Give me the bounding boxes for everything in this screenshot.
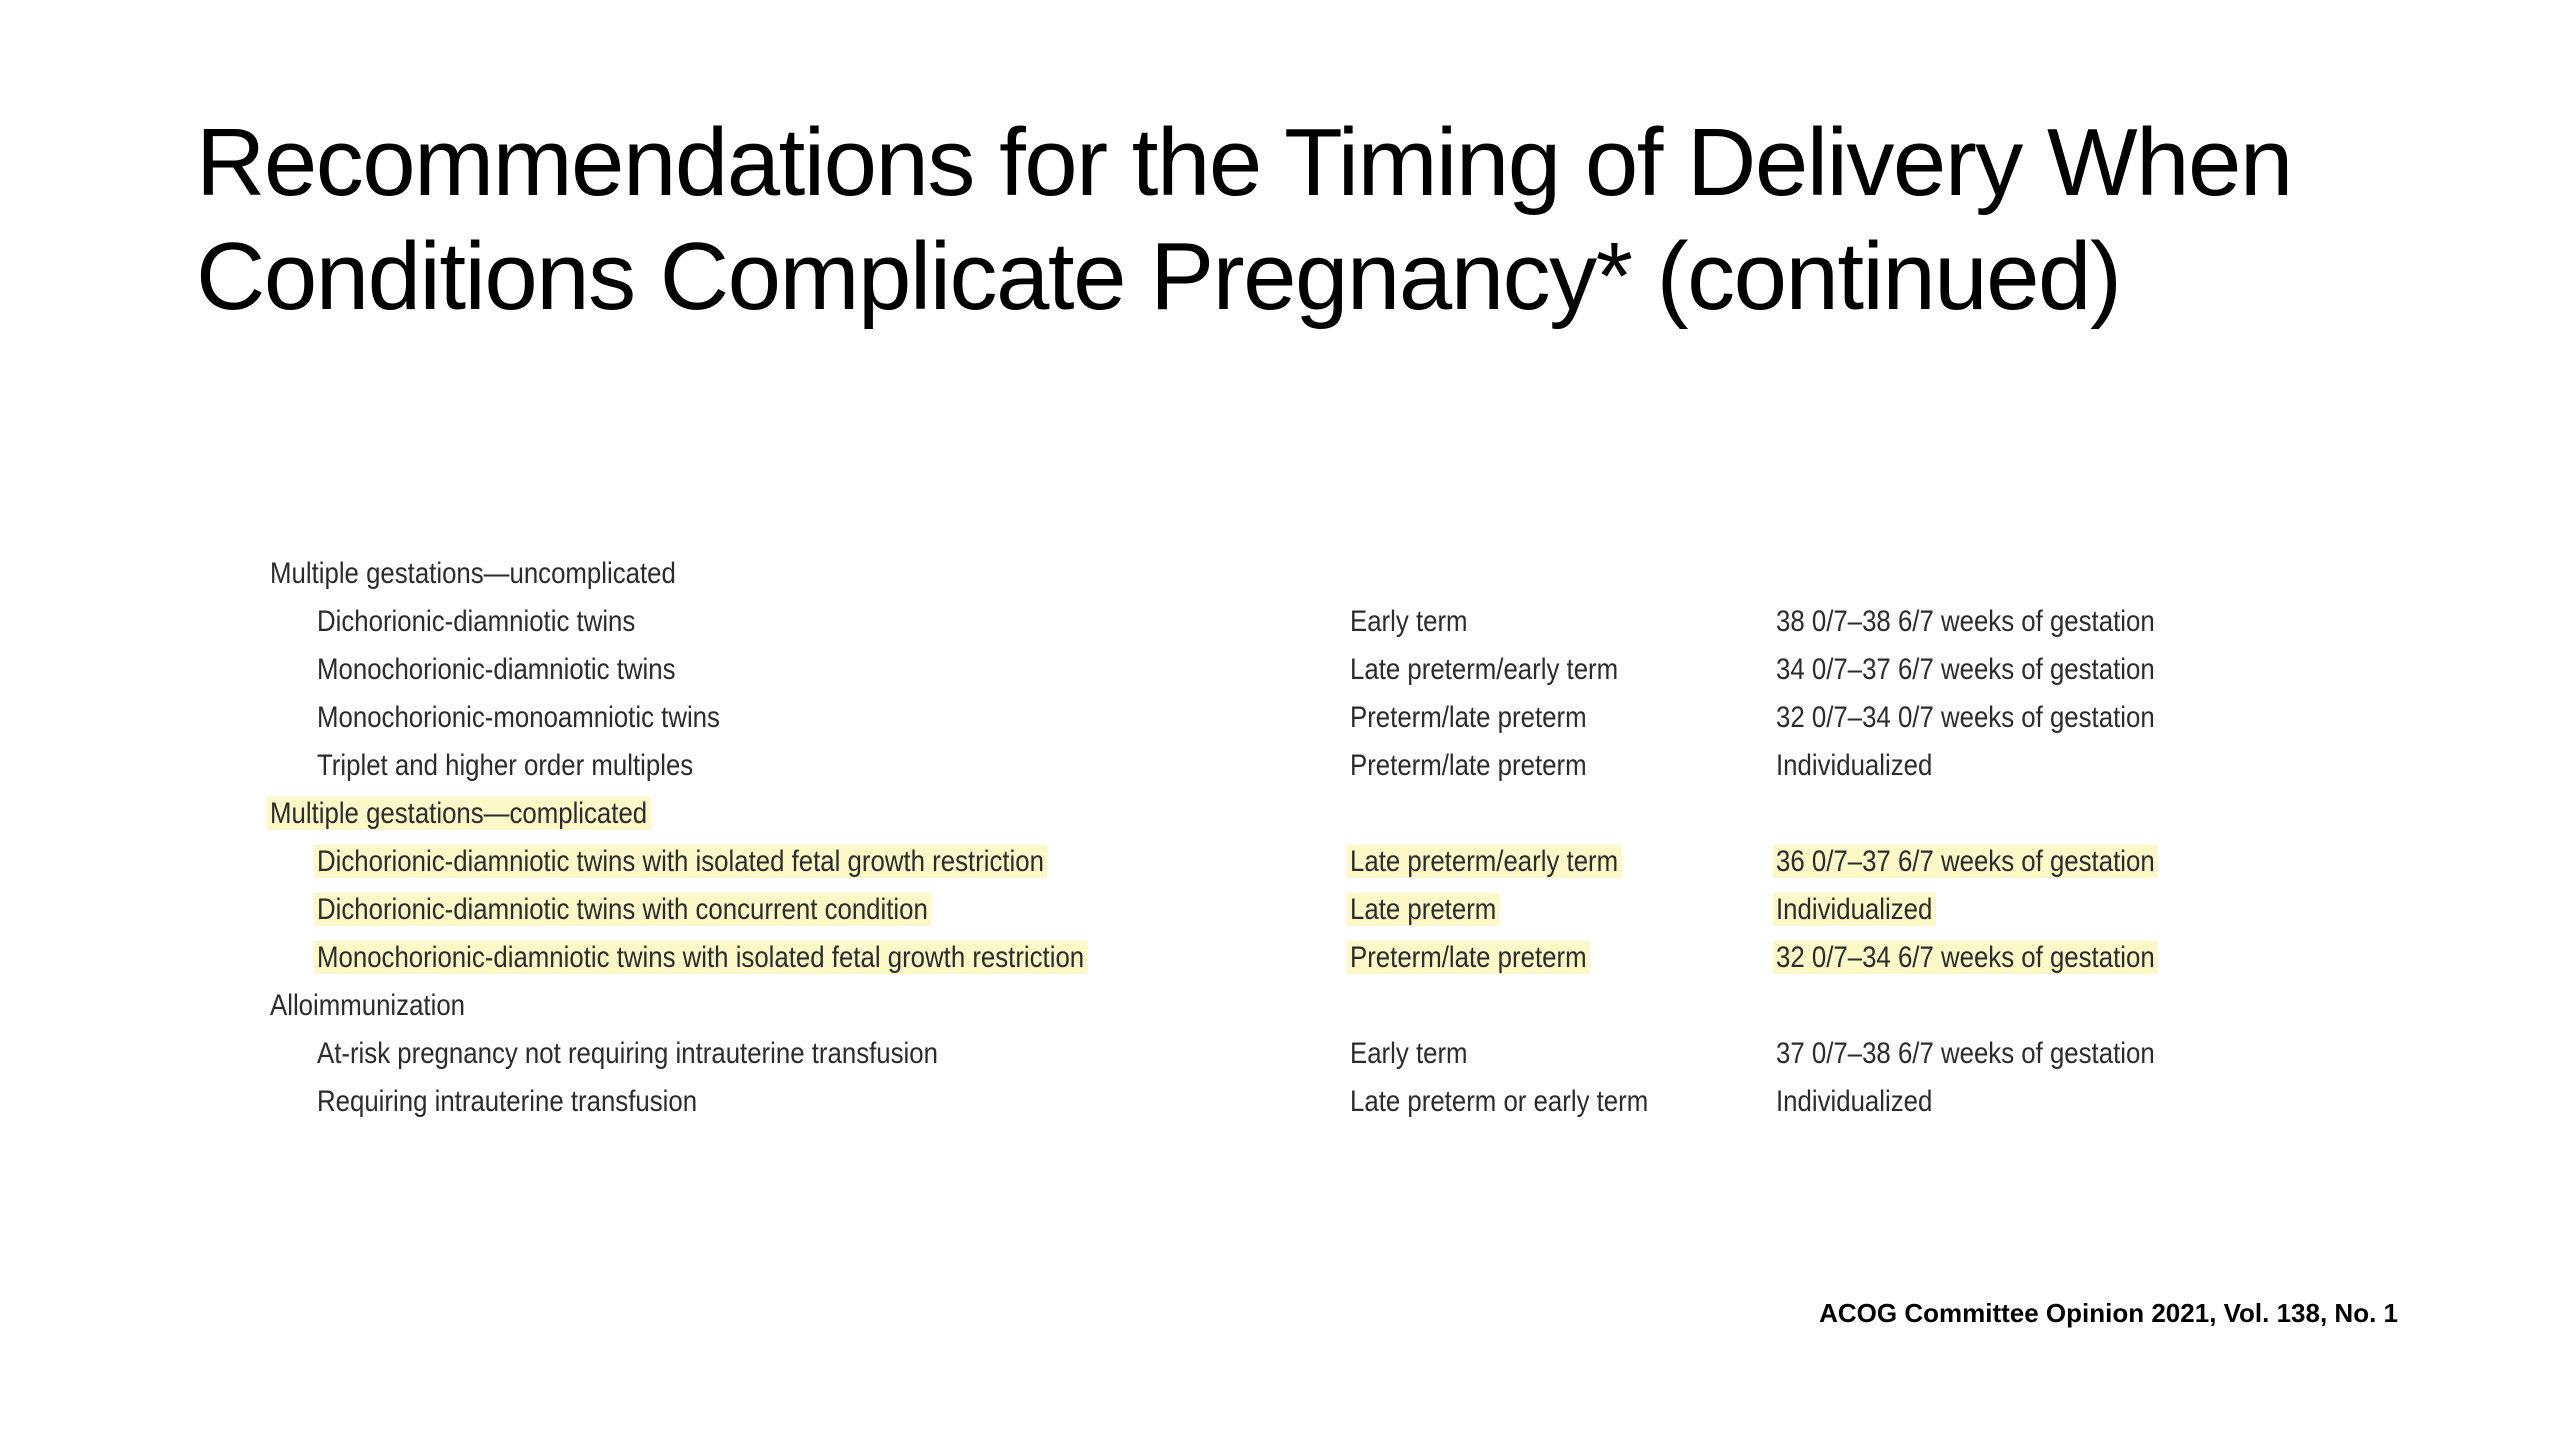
section-label (270, 987, 465, 1025)
gestation-weeks-cell (1776, 1035, 2155, 1073)
table-body (190, 551, 2250, 1127)
table-section-header (190, 983, 2250, 1031)
condition-cell (317, 651, 675, 689)
condition-cell-text: Dichorionic-diamniotic twins (317, 605, 636, 638)
gestation-weeks-cell-text: 34 0/7–37 6/7 weeks of gestation (1776, 653, 2155, 686)
timing-cell (1350, 939, 1590, 977)
section-label-text: Multiple gestations—uncomplicated (270, 557, 676, 590)
condition-cell-text: Dichorionic-diamniotic twins with concurrent condition (314, 893, 932, 926)
table-row (190, 599, 2250, 647)
timing-cell-text: Preterm/late preterm (1350, 701, 1587, 734)
condition-cell-text: Monochorionic-diamniotic twins with isolated fetal growth restriction (314, 941, 1088, 974)
section-label-text: Multiple gestations—complicated (267, 797, 651, 830)
timing-cell (1350, 651, 1618, 689)
condition-cell-text: Monochorionic-monoamniotic twins (317, 701, 720, 734)
gestation-weeks-cell (1776, 699, 2155, 737)
section-label-text: Alloimmunization (270, 989, 466, 1022)
section-label (270, 555, 676, 593)
condition-cell-text: Dichorionic-diamniotic twins with isolated fetal growth restriction (314, 845, 1048, 878)
section-label (270, 795, 651, 833)
timing-cell (1350, 603, 1468, 641)
gestation-weeks-cell (1776, 939, 2158, 977)
timing-cell-text: Late preterm or early term (1350, 1085, 1649, 1118)
condition-cell-text: Triplet and higher order multiples (317, 749, 694, 782)
slide-title (196, 106, 2446, 334)
timing-cell (1350, 699, 1587, 737)
table-row (190, 935, 2250, 983)
condition-cell (317, 1035, 938, 1073)
gestation-weeks-cell-text: 37 0/7–38 6/7 weeks of gestation (1776, 1037, 2155, 1070)
condition-cell-text: At-risk pregnancy not requiring intrauterine transfusion (317, 1037, 938, 1070)
timing-cell (1350, 1083, 1648, 1121)
condition-cell (317, 603, 635, 641)
timing-cell-text: Early term (1350, 605, 1468, 638)
condition-cell (317, 747, 693, 785)
timing-cell (1350, 891, 1500, 929)
timing-cell-text: Preterm/late preterm (1350, 749, 1587, 782)
condition-cell-text: Monochorionic-diamniotic twins (317, 653, 676, 686)
gestation-weeks-cell (1776, 651, 2155, 689)
gestation-weeks-cell-text: 38 0/7–38 6/7 weeks of gestation (1776, 605, 2155, 638)
gestation-weeks-cell (1776, 603, 2155, 641)
gestation-weeks-cell (1776, 843, 2158, 881)
table-row (190, 839, 2250, 887)
timing-cell-text: Late preterm/early term (1350, 653, 1619, 686)
table-row (190, 887, 2250, 935)
slide-title-line-1: Recommendations for the Timing of Delivery When (196, 109, 2292, 216)
gestation-weeks-cell-text: Individualized (1773, 893, 1936, 926)
table-section-header (190, 791, 2250, 839)
timing-cell-text: Late preterm (1347, 893, 1500, 926)
timing-cell (1350, 1035, 1468, 1073)
gestation-weeks-cell (1776, 1083, 1932, 1121)
timing-cell-text: Early term (1350, 1037, 1468, 1070)
gestation-weeks-cell (1776, 747, 1932, 785)
slide-title-line-2: Conditions Complicate Pregnancy* (continued) (196, 223, 2121, 330)
source-citation: ACOG Committee Opinion 2021, Vol. 138, No. 1 (1819, 1298, 2398, 1328)
table-row (190, 695, 2250, 743)
gestation-weeks-cell-text: 32 0/7–34 6/7 weeks of gestation (1773, 941, 2159, 974)
condition-cell (317, 891, 931, 929)
gestation-weeks-cell-text: 32 0/7–34 0/7 weeks of gestation (1776, 701, 2155, 734)
timing-cell (1350, 843, 1622, 881)
gestation-weeks-cell-text: 36 0/7–37 6/7 weeks of gestation (1773, 845, 2159, 878)
gestation-weeks-cell-text: Individualized (1776, 749, 1933, 782)
gestation-weeks-cell-text: Individualized (1776, 1085, 1933, 1118)
condition-cell (317, 1083, 697, 1121)
timing-cell-text: Preterm/late preterm (1347, 941, 1590, 974)
table-row (190, 743, 2250, 791)
table-row (190, 1079, 2250, 1127)
timing-cell-text: Late preterm/early term (1347, 845, 1622, 878)
condition-cell (317, 843, 1047, 881)
table-row (190, 1031, 2250, 1079)
delivery-timing-table (190, 551, 2250, 1127)
timing-cell (1350, 747, 1587, 785)
table-section-header (190, 551, 2250, 599)
condition-cell-text: Requiring intrauterine transfusion (317, 1085, 698, 1118)
gestation-weeks-cell (1776, 891, 1936, 929)
condition-cell (317, 699, 720, 737)
condition-cell (317, 939, 1088, 977)
table-row (190, 647, 2250, 695)
